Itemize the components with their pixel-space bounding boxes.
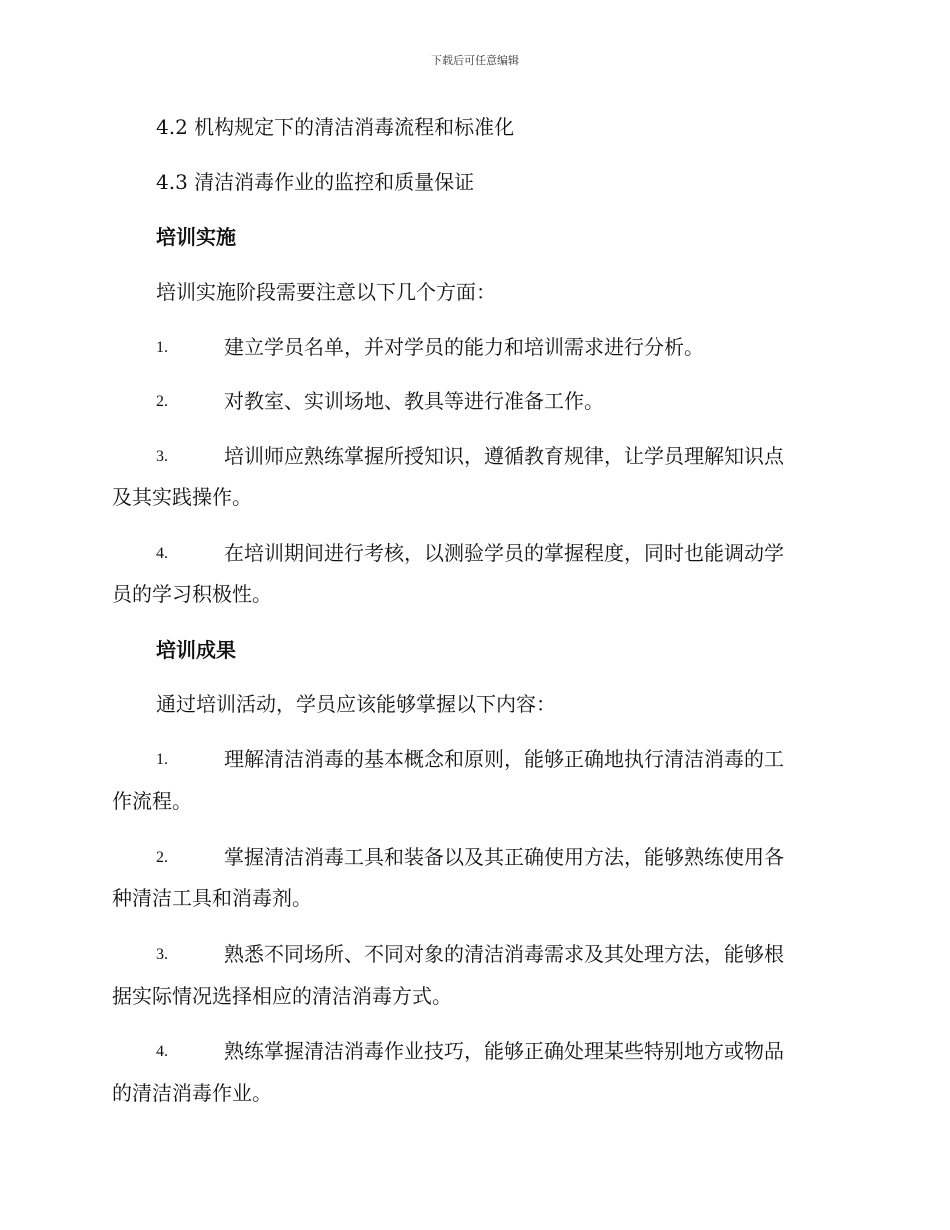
list-item-4-2: 4.2 机构规定下的清洁消毒流程和标准化 — [156, 115, 515, 139]
list-item-text: 在培训期间进行考核，以测验学员的掌握程度，同时也能调动学 — [224, 541, 784, 565]
list-item-text-continued: 作流程。 — [112, 789, 192, 813]
list-item-text: 熟悉不同场所、不同对象的清洁消毒需求及其处理方法，能够根 — [224, 942, 784, 966]
list-item-text-continued: 员的学习积极性。 — [112, 582, 272, 606]
list-item-text-continued: 种清洁工具和消毒剂。 — [112, 886, 312, 910]
list-number: 1. — [156, 751, 168, 768]
list-item-text: 理解清洁消毒的基本概念和原则，能够正确地执行清洁消毒的工 — [224, 747, 784, 771]
list-number: 2. — [156, 849, 168, 866]
list-item-text: 掌握清洁消毒工具和装备以及其正确使用方法，能够熟练使用各 — [224, 845, 784, 869]
list-item-text-continued: 及其实践操作。 — [112, 485, 252, 509]
list-item-text: 建立学员名单，并对学员的能力和培训需求进行分析。 — [224, 335, 704, 359]
list-number: 2. — [156, 393, 168, 410]
list-item-text: 培训师应熟练掌握所授知识，遵循教育规律，让学员理解知识点 — [224, 444, 784, 468]
section-heading-implementation: 培训实施 — [156, 225, 236, 249]
paragraph-results-intro: 通过培训活动，学员应该能够掌握以下内容： — [156, 692, 556, 716]
list-item-text-continued: 据实际情况选择相应的清洁消毒方式。 — [112, 984, 452, 1008]
section-heading-results: 培训成果 — [156, 638, 236, 662]
list-number: 3. — [156, 448, 168, 465]
list-item-text: 对教室、实训场地、教具等进行准备工作。 — [224, 389, 604, 413]
list-item-text-continued: 的清洁消毒作业。 — [112, 1081, 272, 1105]
page-header: 下载后可任意编辑 — [431, 54, 519, 67]
list-number: 1. — [156, 339, 168, 356]
list-number: 4. — [156, 1043, 168, 1060]
list-number: 4. — [156, 545, 168, 562]
list-item-4-3: 4.3 清洁消毒作业的监控和质量保证 — [156, 170, 475, 194]
paragraph-implementation-intro: 培训实施阶段需要注意以下几个方面： — [156, 280, 496, 304]
list-number: 3. — [156, 946, 168, 963]
list-item-text: 熟练掌握清洁消毒作业技巧，能够正确处理某些特别地方或物品 — [224, 1039, 784, 1063]
